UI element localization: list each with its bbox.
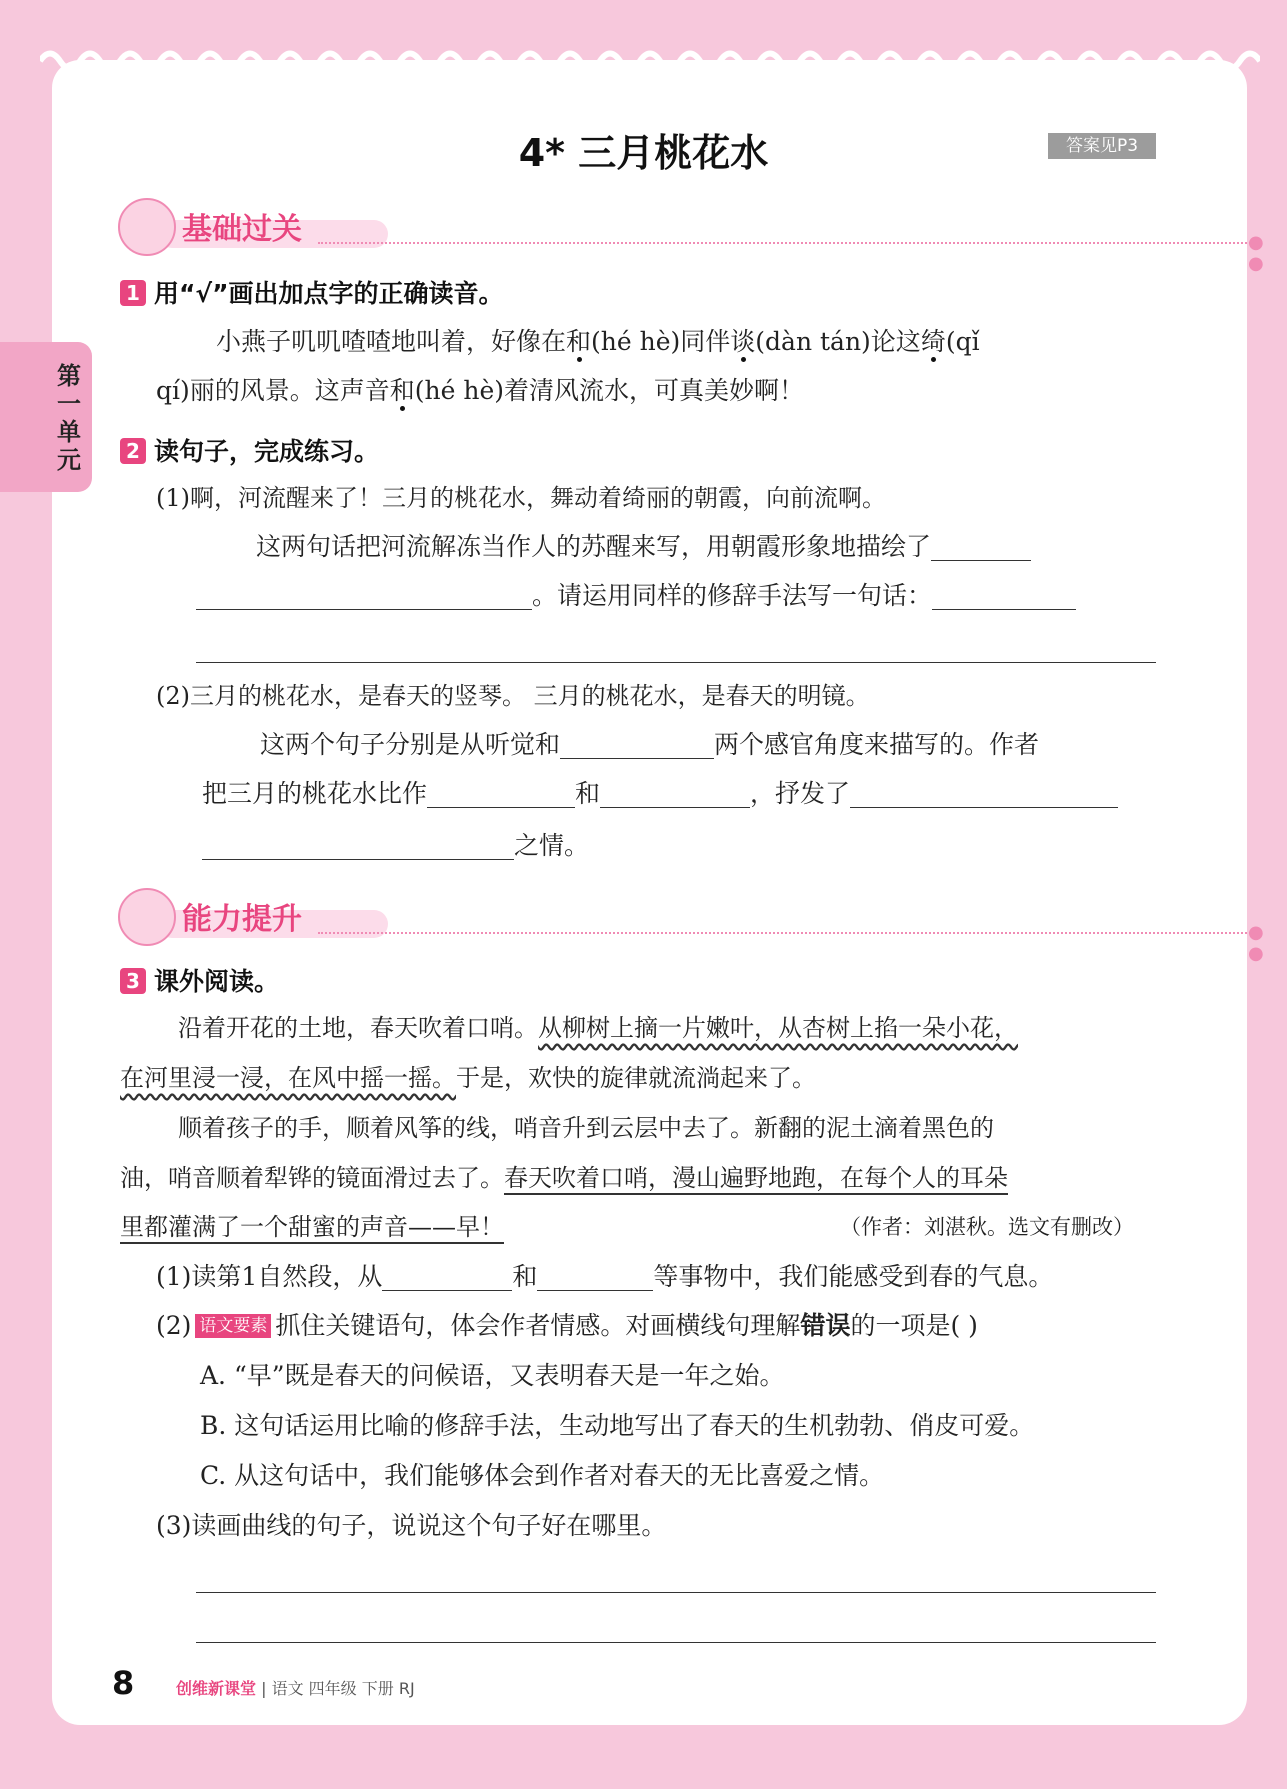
answer-blank[interactable] <box>560 730 714 759</box>
q3-sub-3: (3)读画曲线的句子，说说这个句子好在哪里。 <box>156 1511 667 1540</box>
answer-line[interactable] <box>196 1642 1156 1643</box>
question-2-head: 2 读句子，完成练习。 <box>120 432 379 468</box>
unit-side-tab <box>0 342 92 492</box>
option-b[interactable]: B. 这句话运用比喻的修辞手法，生动地写出了春天的生机勃勃、俏皮可爱。 <box>200 1411 1035 1440</box>
question-1-line-2: qí)丽的风景。这声音和(hé hè)着清风流水，可真美妙啊！ <box>156 376 805 405</box>
q2-sentence-2: (2)三月的桃花水，是春天的竖琴。 三月的桃花水，是春天的明镜。 <box>156 682 870 710</box>
dotted-divider <box>318 932 1258 934</box>
q2-1-prompt: 这两句话把河流解冻当作人的苏醒来写，用朝霞形象地描绘了 <box>256 527 1031 567</box>
q3-sub-2: (2) 语文要素 抓住关键语句，体会作者情感。对画横线句理解错误的一项是( ) <box>156 1311 978 1340</box>
question-3-head: 3 课外阅读。 <box>120 962 279 998</box>
lesson-title: 4* 三月桃花水 <box>518 131 769 175</box>
answer-blank[interactable] <box>382 1262 512 1291</box>
answer-blank[interactable] <box>202 831 514 860</box>
option-a[interactable]: A. “早”既是春天的问候语，又表明春天是一年之始。 <box>200 1361 785 1390</box>
answer-line[interactable] <box>196 662 1156 663</box>
answer-blank[interactable] <box>196 581 532 610</box>
section-basic-title: 基础过关 <box>182 212 302 247</box>
answer-blank[interactable] <box>427 779 575 808</box>
reading-para-2-line-1: 顺着孩子的手，顺着风筝的线，哨音升到云层中去了。新翻的泥土滴着黑色的 <box>178 1114 994 1142</box>
reading-para-1-line-1: 沿着开花的土地，春天吹着口哨。从柳树上摘一片嫩叶，从杏树上掐一朵小花， <box>178 1014 1018 1042</box>
q2-1-prompt-cont: 。请运用同样的修辞手法写一句话： <box>196 576 1076 616</box>
page-number: 8 <box>112 1664 135 1702</box>
reading-para-1-line-2: 在河里浸一浸，在风中摇一摇。于是，欢快的旋律就流淌起来了。 <box>120 1064 816 1092</box>
q2-2-prompt-cont: 把三月的桃花水比作 和 ，抒发了 <box>202 774 1118 814</box>
question-1-head: 1 用“√”画出加点字的正确读音。 <box>120 274 504 310</box>
answer-blank[interactable] <box>931 532 1031 561</box>
answer-blank[interactable] <box>600 779 750 808</box>
language-element-badge: 语文要素 <box>195 1314 271 1338</box>
dots-ornament-icon: ● ● <box>1248 232 1264 274</box>
answer-reference: 答案见P3 <box>1048 133 1156 159</box>
dots-ornament-icon: ● ● <box>1248 922 1264 964</box>
question-1-line-1: 小燕子叽叽喳喳地叫着，好像在和(hé hè)同伴谈(dàn tán)论这绮(qǐ <box>216 327 980 356</box>
answer-line[interactable] <box>196 1592 1156 1593</box>
option-c[interactable]: C. 从这句话中，我们能够体会到作者对春天的无比喜爱之情。 <box>200 1461 885 1490</box>
answer-blank[interactable] <box>932 581 1076 610</box>
q2-2-prompt-end: 之情。 <box>202 826 589 866</box>
section-advanced-title: 能力提升 <box>182 902 302 937</box>
cartoon-boy-icon <box>118 198 176 256</box>
unit-label: 第一单元 <box>57 362 81 474</box>
reading-source: （作者：刘湛秋。选文有删改） <box>840 1215 1134 1239</box>
answer-blank[interactable] <box>537 1262 653 1291</box>
dotted-divider <box>318 242 1258 244</box>
reading-para-2-line-2: 油，哨音顺着犁铧的镜面滑过去了。春天吹着口哨，漫山遍野地跑，在每个人的耳朵 <box>120 1164 1008 1192</box>
reading-para-2-line-3: 里都灌满了一个甜蜜的声音——早！ <box>120 1213 504 1241</box>
footer-info: 创维新课堂 | 语文 四年级 下册 RJ <box>176 1679 415 1698</box>
answer-blank[interactable] <box>850 779 1118 808</box>
q3-sub-1: (1)读第1自然段，从 和 等事物中，我们能感受到春的气息。 <box>156 1262 1054 1291</box>
q2-2-prompt: 这两个句子分别是从听觉和 两个感官角度来描写的。作者 <box>260 730 1040 759</box>
q2-sentence-1: (1)啊，河流醒来了！三月的桃花水，舞动着绮丽的朝霞，向前流啊。 <box>156 484 886 512</box>
cartoon-boy-icon <box>118 888 176 946</box>
